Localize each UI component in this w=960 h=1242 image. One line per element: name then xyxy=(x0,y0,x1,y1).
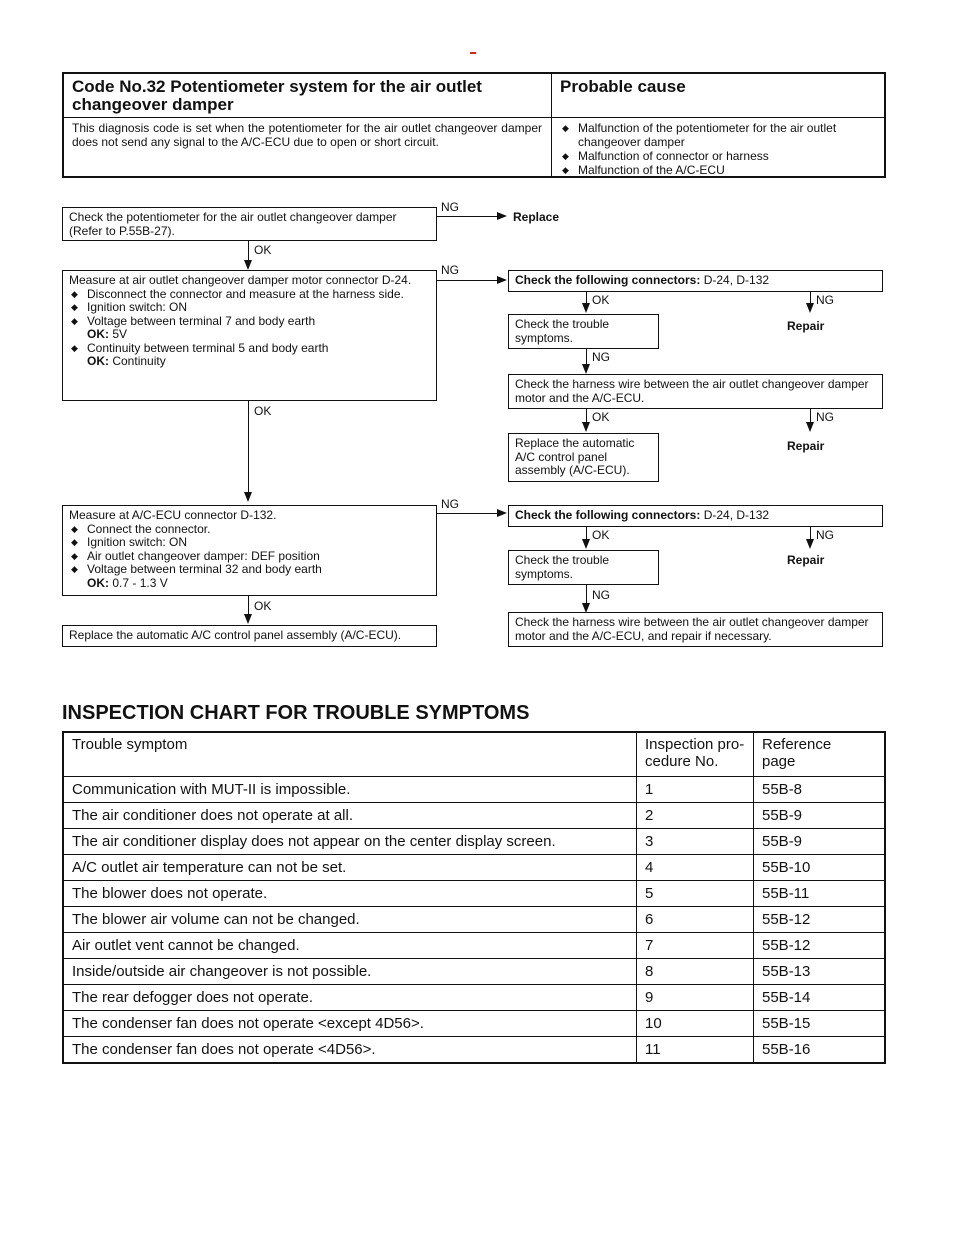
step3-box: Measure at A/C-ECU connector D-132. ◆ Connect the connector. ◆ Ignition switch: ON ◆ Air outlet changeover damper: DEF position ◆ Voltage between terminal 32 and body earth OK: 0.7 - 1.3 V xyxy=(62,505,437,596)
diagnosis-header-table xyxy=(62,72,886,178)
repair-label: Repair xyxy=(787,553,825,567)
trouble-symptom-cell: The condenser fan does not operate <4D56>. xyxy=(63,1037,637,1064)
replace-panel-box: Replace the automatic A/C control panel assembly (A/C-ECU). xyxy=(508,433,659,482)
trouble-symptom-cell: A/C outlet air temperature can not be set. xyxy=(63,855,637,881)
probable-cause-list xyxy=(560,121,870,177)
ok-label: OK xyxy=(592,528,610,542)
header-reference-page: Reference page xyxy=(754,732,886,777)
page-marker xyxy=(470,52,476,54)
reference-page-cell: 55B-13 xyxy=(754,959,886,985)
trouble-symptom-cell: The blower does not operate. xyxy=(63,881,637,907)
reference-page-cell: 55B-8 xyxy=(754,777,886,803)
table-row xyxy=(63,855,885,881)
ng-label: NG xyxy=(816,528,834,542)
ok-label: OK xyxy=(254,404,272,418)
cause-item: ◆ Malfunction of connector or harness xyxy=(560,149,870,163)
cause-item: ◆ Malfunction of the A/C-ECU xyxy=(560,163,870,177)
inspection-table xyxy=(62,731,886,1064)
code-title: Code No.32 Potentiometer system for the air outlet changeover damper xyxy=(72,77,482,114)
ng-label: NG xyxy=(441,263,459,277)
table-row xyxy=(63,985,885,1011)
trouble-symptom-cell: Air outlet vent cannot be changed. xyxy=(63,933,637,959)
reference-page-cell: 55B-11 xyxy=(754,881,886,907)
final-replace-box: Replace the automatic A/C control panel assembly (A/C-ECU). xyxy=(62,625,437,647)
table-row xyxy=(63,959,885,985)
repair-label: Repair xyxy=(787,319,825,333)
reference-page-cell: 55B-16 xyxy=(754,1037,886,1064)
trouble-symptom-cell: The air conditioner display does not appear on the center display screen. xyxy=(63,829,637,855)
procedure-no-cell: 10 xyxy=(637,1011,754,1037)
code-description: This diagnosis code is set when the potentiometer for the air outlet changeover damper does not send any signal to the A/C-ECU due to open or short circuit. xyxy=(72,121,542,149)
reference-page-cell: 55B-15 xyxy=(754,1011,886,1037)
table-row xyxy=(63,1037,885,1064)
ok-label: OK xyxy=(254,243,272,257)
probable-cause-title: Probable cause xyxy=(560,77,686,96)
procedure-no-cell: 2 xyxy=(637,803,754,829)
table-row xyxy=(63,777,885,803)
ng-label: NG xyxy=(441,200,459,214)
reference-page-cell: 55B-12 xyxy=(754,933,886,959)
table-row xyxy=(63,1011,885,1037)
ok-label: OK xyxy=(592,410,610,424)
procedure-no-cell: 9 xyxy=(637,985,754,1011)
ng-label: NG xyxy=(592,350,610,364)
step2-box: Measure at air outlet changeover damper motor connector D-24. ◆ Disconnect the connector and measure at the harness side. ◆ Ignition switch: ON ◆ Voltage between terminal 7 and body earth OK: 5V ◆ Continuity between terminal 5 and body earth OK: Continuity xyxy=(62,270,437,401)
table-row xyxy=(63,829,885,855)
ng-label: NG xyxy=(816,410,834,424)
procedure-no-cell: 7 xyxy=(637,933,754,959)
ng-label: NG xyxy=(441,497,459,511)
reference-page-cell: 55B-12 xyxy=(754,907,886,933)
trouble-symptom-cell: The blower air volume can not be changed. xyxy=(63,907,637,933)
reference-page-cell: 55B-10 xyxy=(754,855,886,881)
procedure-no-cell: 4 xyxy=(637,855,754,881)
header-procedure-no: Inspection pro- cedure No. xyxy=(637,732,754,777)
procedure-no-cell: 6 xyxy=(637,907,754,933)
procedure-no-cell: 8 xyxy=(637,959,754,985)
trouble-symptom-cell: Communication with MUT-II is impossible. xyxy=(63,777,637,803)
reference-page-cell: 55B-14 xyxy=(754,985,886,1011)
replace-result: Replace xyxy=(513,210,560,224)
ok-label: OK xyxy=(254,599,272,613)
repair-label: Repair xyxy=(787,439,825,453)
step1-box: Check the potentiometer for the air outlet changeover damper (Refer to P.55B-27). xyxy=(62,207,437,241)
cause-item: ◆ Malfunction of the potentiometer for the air outlet changeover damper xyxy=(560,121,870,149)
table-row xyxy=(63,803,885,829)
ng-label: NG xyxy=(592,588,610,602)
inspection-chart-title: INSPECTION CHART FOR TROUBLE SYMPTOMS xyxy=(62,702,530,724)
trouble-symptom-cell: The air conditioner does not operate at all. xyxy=(63,803,637,829)
reference-page-cell: 55B-9 xyxy=(754,829,886,855)
trouble-symptom-cell: The condenser fan does not operate <except 4D56>. xyxy=(63,1011,637,1037)
procedure-no-cell: 5 xyxy=(637,881,754,907)
trouble-check-box-2: Check the trouble symptoms. xyxy=(508,550,659,585)
connector-check-box-1: Check the following connectors: D-24, D-132 xyxy=(508,270,883,292)
table-row xyxy=(63,933,885,959)
table-row xyxy=(63,907,885,933)
reference-page-cell: 55B-9 xyxy=(754,803,886,829)
harness-check-box-1: Check the harness wire between the air outlet changeover damper motor and the A/C-ECU. xyxy=(508,374,883,409)
procedure-no-cell: 3 xyxy=(637,829,754,855)
trouble-symptom-cell: The rear defogger does not operate. xyxy=(63,985,637,1011)
connector-check-box-2: Check the following connectors: D-24, D-132 xyxy=(508,505,883,527)
harness-check-box-2: Check the harness wire between the air outlet changeover damper motor and the A/C-ECU, and repair if necessary. xyxy=(508,612,883,647)
ng-label: NG xyxy=(816,293,834,307)
procedure-no-cell: 1 xyxy=(637,777,754,803)
trouble-check-box-1: Check the trouble symptoms. xyxy=(508,314,659,349)
table-header-row xyxy=(63,732,885,777)
ok-label: OK xyxy=(592,293,610,307)
table-row xyxy=(63,881,885,907)
trouble-symptom-cell: Inside/outside air changeover is not possible. xyxy=(63,959,637,985)
header-trouble-symptom: Trouble symptom xyxy=(63,732,637,777)
procedure-no-cell: 11 xyxy=(637,1037,754,1064)
